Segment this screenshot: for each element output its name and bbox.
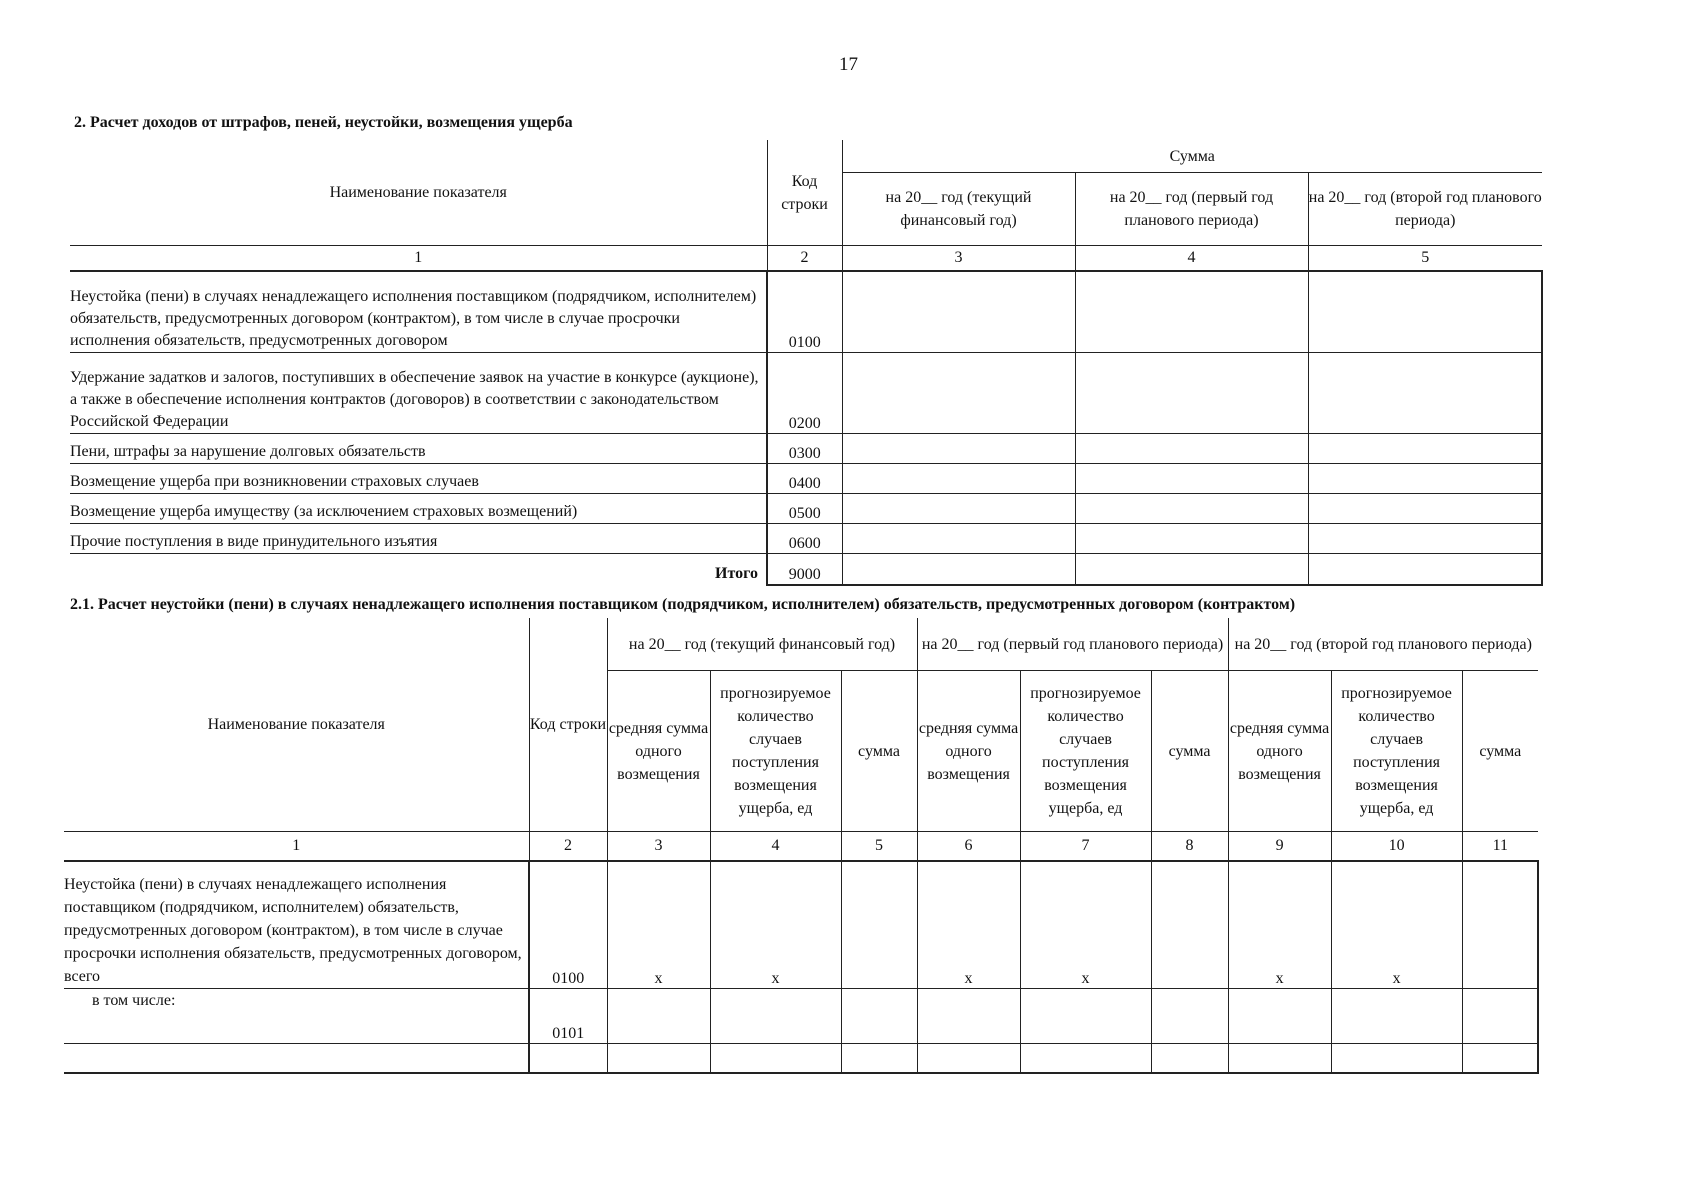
header-row-code: Код строки: [529, 618, 607, 832]
value-cell[interactable]: [917, 1044, 1020, 1074]
header-row-code: Код строки: [767, 140, 842, 246]
value-cell[interactable]: [1075, 524, 1308, 554]
value-cell[interactable]: [710, 989, 841, 1044]
header-avg-sum: средняя сумма одного возмещения: [607, 671, 710, 832]
header-indicator-name: Наименование показателя: [70, 140, 767, 246]
column-number: 2: [767, 246, 842, 272]
value-cell[interactable]: x: [607, 861, 710, 989]
header-count: прогнозируемое количество случаев поступления возмещения ущерба, ед: [1020, 671, 1151, 832]
value-cell[interactable]: x: [1228, 861, 1331, 989]
column-number: 3: [842, 246, 1075, 272]
value-cell[interactable]: [1331, 989, 1462, 1044]
section-title-income-fines: 2. Расчет доходов от штрафов, пеней, неустойки, возмещения ущерба: [74, 114, 573, 131]
value-cell[interactable]: [1151, 989, 1228, 1044]
table-row: [70, 524, 1542, 554]
table-row: [64, 989, 1538, 1044]
column-number: 10: [1331, 832, 1462, 862]
value-cell[interactable]: [607, 989, 710, 1044]
column-number: 9: [1228, 832, 1331, 862]
table-row: [70, 353, 1542, 434]
row-name: Прочие поступления в виде принудительного изъятия: [70, 524, 767, 554]
value-cell[interactable]: [1075, 353, 1308, 434]
value-cell[interactable]: [842, 494, 1075, 524]
header-summa: Сумма: [842, 140, 1542, 173]
value-cell[interactable]: [841, 989, 917, 1044]
header-sum: сумма: [1151, 671, 1228, 832]
column-number: 4: [710, 832, 841, 862]
value-cell[interactable]: [1228, 989, 1331, 1044]
row-name: [64, 1044, 529, 1074]
value-cell[interactable]: x: [1020, 861, 1151, 989]
value-cell[interactable]: [842, 271, 1075, 353]
header-indicator-name: Наименование показателя: [64, 618, 529, 832]
row-name: Возмещение ущерба при возникновении страховых случаев: [70, 464, 767, 494]
value-cell[interactable]: [1462, 861, 1538, 989]
total-label: Итого: [715, 565, 758, 582]
value-cell[interactable]: [1020, 1044, 1151, 1074]
value-cell[interactable]: [1308, 353, 1542, 434]
header-sum: сумма: [1462, 671, 1538, 832]
total-code: 9000: [767, 554, 842, 586]
row-code: 0300: [767, 434, 842, 464]
column-number: 3: [607, 832, 710, 862]
row-name: Удержание задатков и залогов, поступивших в обеспечение заявок на участие в конкурсе (аукционе), а также в обеспечение исполнения контрактов (договоров) в соответствии с законодательством Российской Федерации: [70, 353, 767, 434]
value-cell[interactable]: x: [1331, 861, 1462, 989]
value-cell[interactable]: [1151, 1044, 1228, 1074]
value-cell[interactable]: [1308, 494, 1542, 524]
value-cell[interactable]: [842, 464, 1075, 494]
page-number: 17: [839, 54, 858, 75]
row-code: 0500: [767, 494, 842, 524]
value-cell[interactable]: [842, 554, 1075, 586]
table-row: [70, 494, 1542, 524]
column-number: 2: [529, 832, 607, 862]
value-cell[interactable]: [1462, 989, 1538, 1044]
row-name: в том числе:: [64, 989, 529, 1044]
column-number: 1: [64, 832, 529, 862]
column-number: 6: [917, 832, 1020, 862]
income-fines-table: [70, 140, 1543, 586]
value-cell[interactable]: [1331, 1044, 1462, 1074]
value-cell[interactable]: [1075, 554, 1308, 586]
table-row: [70, 434, 1542, 464]
value-cell[interactable]: [917, 989, 1020, 1044]
value-cell[interactable]: x: [710, 861, 841, 989]
table-row: [70, 464, 1542, 494]
row-code: 0600: [767, 524, 842, 554]
row-name: Возмещение ущерба имуществу (за исключением страховых возмещений): [70, 494, 767, 524]
row-name: Пени, штрафы за нарушение долговых обязательств: [70, 434, 767, 464]
value-cell[interactable]: [1075, 464, 1308, 494]
value-cell[interactable]: [1308, 464, 1542, 494]
column-number: 4: [1075, 246, 1308, 272]
total-row: [70, 554, 1542, 586]
header-year-plan2: на 20__ год (второй год планового периода): [1308, 173, 1542, 246]
value-cell[interactable]: [1075, 434, 1308, 464]
header-year-plan1: на 20__ год (первый год планового периода): [917, 618, 1228, 671]
header-count: прогнозируемое количество случаев поступления возмещения ущерба, ед: [710, 671, 841, 832]
table-row: [64, 861, 1538, 989]
header-sum: сумма: [841, 671, 917, 832]
table-row: [70, 271, 1542, 353]
value-cell[interactable]: [1308, 524, 1542, 554]
column-number: 8: [1151, 832, 1228, 862]
value-cell[interactable]: [842, 353, 1075, 434]
value-cell[interactable]: [1151, 861, 1228, 989]
header-year-current: на 20__ год (текущий финансовый год): [607, 618, 917, 671]
header-year-current: на 20__ год (текущий финансовый год): [842, 173, 1075, 246]
value-cell[interactable]: [842, 524, 1075, 554]
row-code: 0101: [529, 989, 607, 1044]
row-code: [529, 1044, 607, 1074]
row-code: 0200: [767, 353, 842, 434]
header-year-plan1: на 20__ год (первый год планового периода): [1075, 173, 1308, 246]
header-year-plan2: на 20__ год (второй год планового периода): [1228, 618, 1538, 671]
value-cell[interactable]: x: [917, 861, 1020, 989]
header-count: прогнозируемое количество случаев поступления возмещения ущерба, ед: [1331, 671, 1462, 832]
value-cell[interactable]: [1228, 1044, 1331, 1074]
value-cell[interactable]: [841, 861, 917, 989]
value-cell[interactable]: [1308, 434, 1542, 464]
column-number: 5: [841, 832, 917, 862]
value-cell[interactable]: [1308, 271, 1542, 353]
row-code: 0400: [767, 464, 842, 494]
section-title-penalty-calc: 2.1. Расчет неустойки (пени) в случаях ненадлежащего исполнения поставщиком (подрядчиком, исполнителем) обязательств, предусмотренных договором (контрактом): [70, 596, 1296, 613]
header-avg-sum: средняя сумма одного возмещения: [917, 671, 1020, 832]
header-avg-sum: средняя сумма одного возмещения: [1228, 671, 1331, 832]
value-cell[interactable]: [842, 434, 1075, 464]
row-name: Неустойка (пени) в случаях ненадлежащего исполнения поставщиком (подрядчиком, исполнителем) обязательств, предусмотренных договором (контрактом), в том числе в случае просрочки исполнения обязательств, предусмотренных договором: [70, 271, 767, 353]
value-cell[interactable]: [710, 1044, 841, 1074]
row-name: Неустойка (пени) в случаях ненадлежащего исполнения поставщиком (подрядчиком, исполнителем) обязательств, предусмотренных договором (контрактом), в том числе в случае просрочки исполнения обязательств, предусмотренных договором, всего: [64, 861, 529, 989]
value-cell[interactable]: [607, 1044, 710, 1074]
column-number: 11: [1462, 832, 1538, 862]
value-cell[interactable]: [1020, 989, 1151, 1044]
column-number: 7: [1020, 832, 1151, 862]
table-row: [64, 1044, 1538, 1074]
column-number: 5: [1308, 246, 1542, 272]
value-cell[interactable]: [841, 1044, 917, 1074]
row-code: 0100: [529, 861, 607, 989]
value-cell[interactable]: [1462, 1044, 1538, 1074]
value-cell[interactable]: [1075, 494, 1308, 524]
column-number: 1: [70, 246, 767, 272]
value-cell[interactable]: [1308, 554, 1542, 586]
row-code: 0100: [767, 271, 842, 353]
value-cell[interactable]: [1075, 271, 1308, 353]
penalty-calc-table: [64, 618, 1539, 1074]
